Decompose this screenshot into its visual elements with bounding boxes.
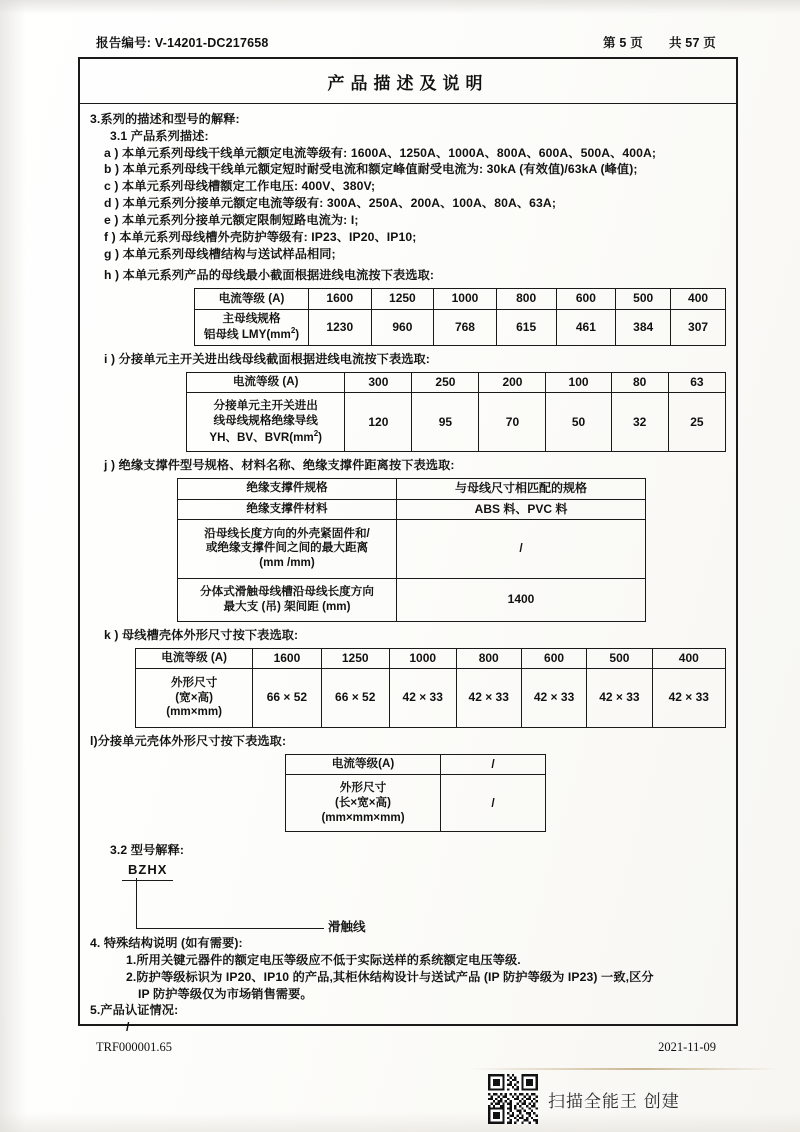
table-row [136, 648, 726, 668]
page-title: 产品描述及说明 [327, 73, 489, 93]
table-row [187, 372, 726, 392]
report-number [96, 33, 269, 51]
hanger-label-line2: 最大支 (吊) 架间距 (mm) [223, 599, 351, 613]
model-leaf-label: 滑触线 [328, 920, 366, 935]
page-total: 共 57 页 [668, 36, 716, 50]
cell-dim-5: 42 × 33 [587, 669, 652, 728]
section-3-1-heading: 3.1 产品系列描述: [110, 128, 209, 143]
cell-dim-6: 42 × 33 [652, 669, 725, 728]
document-frame [78, 57, 738, 1035]
scan-shadow-left [0, 0, 26, 1132]
cell-spec-label [187, 393, 345, 452]
cell-hanger-label [178, 578, 397, 621]
section-4-heading: 4. 特殊结构说明 (如有需要): [90, 936, 243, 951]
list-item-h: h ) 本单元系列产品的母线最小截面根据进线电流按下表选取: [104, 268, 435, 283]
dim-label-line2: (长×宽×高) [334, 795, 392, 809]
model-diagram-horizontal-line [136, 928, 324, 929]
report-number-value: V-14201-DC217658 [154, 36, 269, 50]
cell-dim-1: 66 × 52 [321, 669, 389, 728]
spec-label-line1: 分接单元主开关进出 [213, 399, 318, 413]
model-code-text: BZHX [122, 861, 173, 881]
cell-current-4: 80 [611, 372, 668, 392]
camscanner-label: 扫描全能王 创建 [548, 1091, 680, 1111]
table-enclosure-dimensions [135, 648, 726, 728]
list-item-b: b ) 本单元系列母线干线单元额定短时耐受电流和额定峰值耐受电流为: 30kA (有效值)/63kA (峰值); [104, 162, 638, 177]
cell-section-3: 50 [546, 393, 611, 452]
cell-current-header: 电流等级 (A) [136, 648, 253, 668]
list-item-g: g ) 本单元系列母线槽结构与送试样品相同; [104, 246, 336, 261]
dim-label-line3: (mm×mm×mm) [321, 810, 405, 824]
model-diagram-vertical-line [136, 878, 137, 928]
cell-current-0: 1600 [308, 289, 371, 309]
list-item-k: k ) 母线槽壳体外形尺寸按下表选取: [104, 627, 299, 642]
cell-spec-label: 绝缘支撑件规格 [178, 479, 397, 499]
footer-doc-code: TRF000001.65 [96, 1040, 173, 1054]
cell-current-3: 800 [456, 648, 521, 668]
list-item-e: e ) 本单元系列分接单元额定限制短路电流为: I; [104, 212, 359, 227]
cell-spec-value: 与母线尺寸相匹配的规格 [397, 479, 646, 499]
scan-shadow-bottom [0, 1112, 800, 1132]
list-item-c: c ) 本单元系列母线槽额定工作电压: 400V、380V; [104, 179, 376, 194]
spec-label-end: ) [295, 328, 300, 342]
table-row [195, 289, 726, 309]
cell-dim-2: 42 × 33 [389, 669, 456, 728]
table-row [178, 578, 646, 621]
cell-section-5: 25 [668, 393, 725, 452]
cell-current-4: 600 [521, 648, 586, 668]
maxdist-label-line1: 沿母线长度方向的外壳紧固件和/ [204, 526, 370, 540]
cell-spec-label [195, 309, 309, 346]
cell-section-0: 120 [345, 393, 412, 452]
list-item-f: f ) 本单元系列母线槽外壳防护等级有: IP23、IP20、IP10; [104, 229, 417, 244]
cell-current-2: 1000 [389, 648, 456, 668]
cell-current-0: 300 [345, 372, 412, 392]
table-row [286, 754, 546, 774]
title-bar [80, 59, 736, 104]
cell-maxdist-value: / [397, 519, 646, 578]
footer-date: 2021-11-09 [658, 1040, 716, 1054]
table-row [136, 669, 726, 728]
cell-dim-3: 42 × 33 [456, 669, 521, 728]
cell-current-1: 1250 [371, 289, 434, 309]
list-item-d: d ) 本单元系列分接单元额定电流等级有: 300A、250A、200A、100A、80A、63A; [104, 196, 556, 211]
report-number-label: 报告编号: [96, 36, 152, 50]
maxdist-label-line2: 或绝缘支撑件间之间的最大距离 [205, 541, 369, 555]
cell-dim-label [136, 669, 253, 728]
page-current: 第 5 页 [603, 36, 643, 50]
cell-current-5: 500 [616, 289, 671, 309]
cell-section-3: 615 [496, 309, 556, 346]
cell-current-3: 800 [496, 289, 556, 309]
table-row [286, 775, 546, 832]
cell-current-5: 63 [668, 372, 725, 392]
cell-current-header: 电流等级 (A) [195, 289, 309, 309]
model-code-diagram [114, 861, 726, 935]
spec-label-end: ) [318, 430, 323, 444]
cell-current-4: 600 [556, 289, 616, 309]
cell-current-0: 1600 [253, 648, 321, 668]
cell-current-5: 500 [587, 648, 652, 668]
cell-dim-4: 42 × 33 [521, 669, 586, 728]
spec-label-line2: 铝母线 LMY(mm [203, 328, 291, 342]
cell-dim-value: / [441, 775, 546, 832]
section-4-item-2-cont: IP 防护等级仅为市场销售需要。 [138, 986, 313, 1001]
table-busbar-section [194, 288, 726, 346]
table-row [178, 499, 646, 519]
list-item-j: j ) 绝缘支撑件型号规格、材料名称、绝缘支撑件距离按下表选取: [104, 458, 455, 473]
dim-label-line3: (mm×mm) [166, 705, 222, 719]
hanger-label-line1: 分体式滑触母线槽沿母线长度方向 [200, 585, 374, 599]
section-5-heading: 5.产品认证情况: [90, 1003, 179, 1018]
spec-label-line3: YH、BV、BVR(mm [209, 430, 314, 444]
section-5-value: / [126, 1020, 130, 1035]
camscanner-watermark [488, 1074, 680, 1124]
cell-section-2: 768 [434, 309, 497, 346]
table-row [187, 393, 726, 452]
cell-current-header: 电流等级(A) [286, 754, 441, 774]
cell-dim-0: 66 × 52 [253, 669, 321, 728]
cell-section-0: 1230 [308, 309, 371, 346]
list-item-i: i ) 分接单元主开关进出线母线截面根据进线电流按下表选取: [104, 352, 430, 367]
page-footer [96, 1040, 716, 1055]
cell-current-6: 400 [652, 648, 725, 668]
spec-label-line1: 主母线规格 [222, 311, 281, 325]
cell-section-1: 960 [371, 309, 434, 346]
cell-section-5: 384 [616, 309, 671, 346]
spec-label-line2: 线母线规格绝缘导线 [213, 414, 318, 427]
section-3-2-heading: 3.2 型号解释: [110, 843, 185, 858]
list-item-a: a ) 本单元系列母线干线单元额定电流等级有: 1600A、1250A、1000A、800A、600A、500A、400A; [104, 145, 657, 160]
cell-current-2: 200 [479, 372, 546, 392]
table-row [195, 309, 726, 346]
table-insulation-support [177, 478, 646, 622]
page-header [96, 33, 716, 51]
table-row [178, 479, 646, 499]
table-row [178, 519, 646, 578]
cell-section-4: 461 [556, 309, 616, 346]
table-tapoff-enclosure [285, 754, 546, 832]
cell-current-1: 250 [412, 372, 479, 392]
cell-dim-label [286, 775, 441, 832]
dim-label-line1: 外形尺寸 [339, 781, 387, 795]
maxdist-label-line3: (mm /mm) [259, 556, 315, 570]
table-tapoff-section [186, 372, 726, 452]
document-body [80, 104, 736, 1036]
spec-label-sup: 2 [313, 428, 319, 438]
page-indicator [603, 33, 716, 51]
dim-label-line1: 外形尺寸 [170, 675, 218, 689]
list-item-l: l)分接单元壳体外形尺寸按下表选取: [90, 734, 287, 749]
cell-section-4: 32 [611, 393, 668, 452]
cell-section-6: 307 [671, 309, 726, 346]
cell-material-value: ABS 料、PVC 料 [397, 499, 646, 519]
cell-current-3: 100 [546, 372, 611, 392]
cell-current-6: 400 [671, 289, 726, 309]
scan-shadow-top [0, 0, 800, 14]
cell-current-1: 1250 [321, 648, 389, 668]
dim-label-line2: (宽×高) [175, 690, 213, 704]
cell-current-header: 电流等级 (A) [187, 372, 345, 392]
cell-hanger-value: 1400 [397, 578, 646, 621]
cell-current-2: 1000 [434, 289, 497, 309]
cell-section-2: 70 [479, 393, 546, 452]
cell-maxdist-label [178, 519, 397, 578]
spec-label-sup: 2 [290, 326, 296, 336]
watermark-divider [470, 1068, 780, 1070]
cell-current-value: / [441, 754, 546, 774]
qr-code-icon [488, 1074, 538, 1124]
cell-material-label: 绝缘支撑件材料 [178, 499, 397, 519]
section-4-item-1: 1.所用关键元器件的额定电压等级应不低于实际送样的系统额定电压等级. [126, 952, 521, 967]
section-3-heading: 3.系列的描述和型号的解释: [90, 112, 240, 126]
section-4-item-2: 2.防护等级标识为 IP20、IP10 的产品,其柜休结构设计与送试产品 (IP 防护等级为 IP23) 一致,区分 [126, 969, 654, 984]
cell-section-1: 95 [412, 393, 479, 452]
